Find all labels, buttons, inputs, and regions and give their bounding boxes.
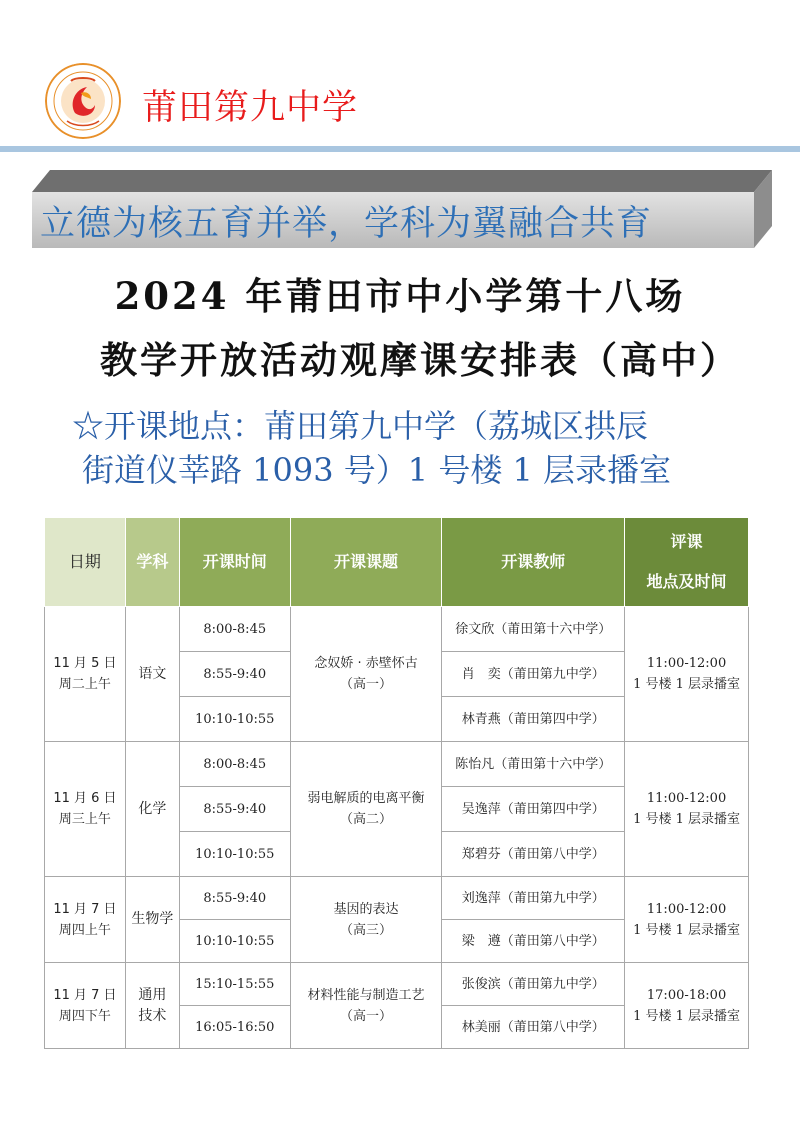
review-time: 11:00-12:00 xyxy=(646,791,727,806)
date-cell xyxy=(45,742,126,877)
topic-title: 弱电解质的电离平衡 xyxy=(307,791,425,806)
review-place: 1 号楼 1 层录播室 xyxy=(633,677,741,692)
header-subject: 学科 xyxy=(125,518,179,607)
subject-cell: 化学 xyxy=(125,742,179,877)
table-row xyxy=(45,877,749,920)
weekday-line: 周二上午 xyxy=(58,677,111,692)
teacher-cell: 肖 奕（莆田第九中学） xyxy=(442,652,625,697)
topic-cell xyxy=(290,742,442,877)
review-cell xyxy=(625,877,749,963)
venue-line-1: ☆开课地点：莆田第九中学（荔城区拱辰 xyxy=(72,407,649,445)
time-cell: 10:10-10:55 xyxy=(179,697,290,742)
header-review-line-1: 评课 xyxy=(670,532,703,551)
topic-title: 基因的表达 xyxy=(333,901,399,917)
teacher-cell: 刘逸萍（莆田第九中学） xyxy=(442,877,625,920)
teacher-cell: 陈怡凡（莆田第十六中学） xyxy=(442,742,625,787)
review-time: 11:00-12:00 xyxy=(646,901,727,917)
review-time: 17:00-18:00 xyxy=(646,987,727,1003)
header-teacher: 开课教师 xyxy=(442,518,625,607)
time-cell: 8:55-9:40 xyxy=(179,877,290,920)
table-header-row xyxy=(45,518,749,607)
review-cell xyxy=(625,963,749,1049)
review-time: 11:00-12:00 xyxy=(646,656,727,671)
subject-line-2: 技术 xyxy=(138,1007,167,1024)
table-row xyxy=(45,607,749,652)
date-cell xyxy=(45,963,126,1049)
time-cell: 8:00-8:45 xyxy=(179,607,290,652)
topic-cell xyxy=(290,877,442,963)
table-row xyxy=(45,742,749,787)
header-topic: 开课课题 xyxy=(290,518,442,607)
topic-title: 念奴娇 · 赤壁怀古 xyxy=(314,656,418,671)
date-line: 11 月 6 日 xyxy=(53,791,117,806)
review-place: 1 号楼 1 层录播室 xyxy=(633,812,741,827)
time-cell: 10:10-10:55 xyxy=(179,832,290,877)
teacher-cell: 郑碧芬（莆田第八中学） xyxy=(442,832,625,877)
time-cell: 15:10-15:55 xyxy=(179,963,290,1006)
review-place: 1 号楼 1 层录播室 xyxy=(633,1008,741,1024)
weekday-line: 周四下午 xyxy=(58,1008,111,1024)
date-line: 11 月 7 日 xyxy=(53,901,117,917)
teacher-cell: 林美丽（莆田第八中学） xyxy=(442,1006,625,1049)
header-time: 开课时间 xyxy=(179,518,290,607)
teacher-cell: 吴逸萍（莆田第四中学） xyxy=(442,787,625,832)
venue-line-2: 街道仪莘路 1093 号）1 号楼 1 层录播室 xyxy=(82,451,672,489)
review-cell xyxy=(625,607,749,742)
page-header xyxy=(0,0,800,150)
weekday-line: 周三上午 xyxy=(58,812,111,827)
date-cell xyxy=(45,607,126,742)
subject-line-1: 通用 xyxy=(138,986,167,1003)
time-cell: 10:10-10:55 xyxy=(179,920,290,963)
topic-cell xyxy=(290,607,442,742)
page-title-line-2: 教学开放活动观摩课安排表（高中） xyxy=(100,338,740,382)
topic-grade: （高二） xyxy=(340,812,393,827)
topic-grade: （高三） xyxy=(340,922,393,938)
time-cell: 8:55-9:40 xyxy=(179,652,290,697)
header-divider xyxy=(0,146,800,152)
teacher-cell: 张俊滨（莆田第九中学） xyxy=(442,963,625,1006)
time-cell: 8:55-9:40 xyxy=(179,787,290,832)
topic-title: 材料性能与制造工艺 xyxy=(307,987,425,1003)
time-cell: 8:00-8:45 xyxy=(179,742,290,787)
subject-cell: 生物学 xyxy=(125,877,179,963)
header-review-line-2: 地点及时间 xyxy=(646,572,727,591)
topic-cell xyxy=(290,963,442,1049)
table-row xyxy=(45,963,749,1006)
date-cell xyxy=(45,877,126,963)
header-date: 日期 xyxy=(45,518,126,607)
teacher-cell: 徐文欣（莆田第十六中学） xyxy=(442,607,625,652)
date-line: 11 月 7 日 xyxy=(53,987,117,1003)
topic-grade: （高一） xyxy=(340,1008,393,1024)
weekday-line: 周四上午 xyxy=(58,922,111,938)
topic-grade: （高一） xyxy=(340,677,393,692)
venue-info xyxy=(72,404,671,492)
header-review xyxy=(625,518,749,607)
review-cell xyxy=(625,742,749,877)
school-name: 莆田第九中学 xyxy=(142,88,359,128)
subject-cell: 语文 xyxy=(125,607,179,742)
review-place: 1 号楼 1 层录播室 xyxy=(633,922,741,938)
teacher-cell: 梁 遵（莆田第八中学） xyxy=(442,920,625,963)
page-title-line-1: 2024 年莆田市中小学第十八场 xyxy=(114,274,686,318)
teacher-cell: 林青燕（莆田第四中学） xyxy=(442,697,625,742)
date-line: 11 月 5 日 xyxy=(53,656,117,671)
subject-cell xyxy=(125,963,179,1049)
slogan-text: 立德为核五育并举，学科为翼融合共育 xyxy=(40,204,653,244)
time-cell: 16:05-16:50 xyxy=(179,1006,290,1049)
schedule-table xyxy=(44,517,749,1049)
school-emblem-icon xyxy=(45,63,121,139)
